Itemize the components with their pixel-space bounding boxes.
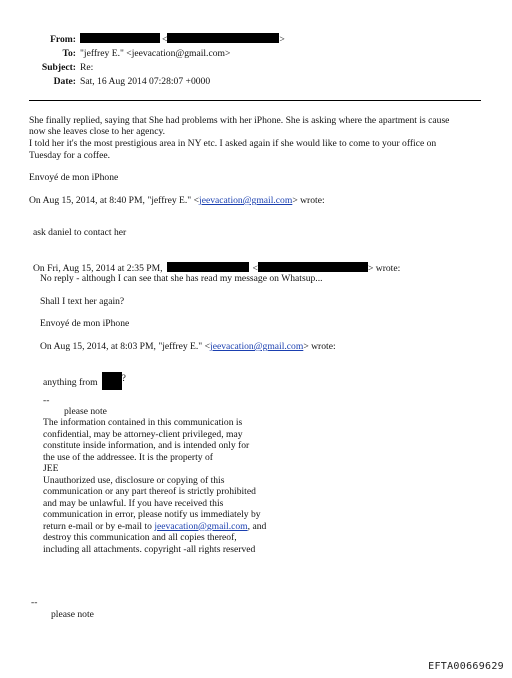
reply1-intro-suffix: > wrote:: [292, 195, 325, 206]
angle-open: <: [162, 34, 168, 45]
trailer-dashes: --: [31, 597, 38, 608]
date-value: Sat, 16 Aug 2014 07:28:07 +0000: [80, 76, 211, 87]
redaction-block: [258, 262, 368, 272]
disclaimer-title: please note: [64, 406, 107, 417]
disclaimer-line: communication or any part thereof is strictly prohibited: [43, 486, 256, 497]
disclaimer-line: The information contained in this communication is: [43, 417, 243, 428]
reply1-intro-prefix: On Aug 15, 2014, at 8:40 PM, "jeffrey E." <: [29, 195, 200, 206]
reply1-email-link[interactable]: jeevacation@gmail.com: [199, 195, 293, 206]
message-line-1: She finally replied, saying that She had problems with her iPhone. She is asking where the apartment is cause: [29, 115, 450, 126]
message-line-2: now she leaves close to her agency.: [29, 126, 166, 137]
disclaimer-line: constitute inside information, and is intended only for: [43, 440, 250, 451]
reply3-intro-suffix: > wrote:: [303, 341, 336, 352]
disclaimer-line: confidential, may be attorney-client privileged, may: [43, 428, 243, 440]
disclaimer-line10-prefix: return e-mail or by e-mail to: [43, 520, 155, 532]
angle-open: <: [252, 263, 258, 274]
disclaimer-line: and may be unlawful. If you have received this: [43, 497, 224, 509]
reply3-intro-prefix: On Aug 15, 2014, at 8:03 PM, "jeffrey E." <: [40, 341, 211, 352]
disclaimer-line: the use of the addressee. It is the property of: [43, 451, 213, 463]
message-line-3: I told her it's the most prestigious area in NY etc. I asked again if she would like to come to your office on: [29, 138, 437, 149]
angle-close: >: [279, 34, 285, 45]
reply1-body: ask daniel to contact her: [33, 227, 127, 238]
to-value: "jeffrey E." <jeevacation@gmail.com>: [80, 48, 231, 59]
message-line-4: Tuesday for a coffee.: [29, 150, 110, 161]
message-signature: Envoyé de mon iPhone: [29, 172, 119, 183]
reply2-intro-suffix: > wrote:: [367, 263, 401, 274]
reply3-intro: [40, 341, 336, 353]
disclaimer-line: destroy this communication and all copies thereof,: [43, 532, 237, 543]
reply3-body-prefix: anything from: [43, 377, 98, 388]
subject-value: Re:: [80, 62, 94, 73]
header-divider: [29, 100, 481, 101]
reply2-signature: Envoyé de mon iPhone: [40, 318, 130, 329]
to-label: To:: [62, 48, 76, 59]
disclaimer-dashes: --: [43, 395, 50, 406]
disclaimer-text: [43, 417, 266, 555]
disclaimer-line: [43, 521, 266, 533]
reply2-line-2: Shall I text her again?: [40, 296, 125, 307]
date-label: Date:: [53, 76, 76, 87]
redaction-block: [167, 262, 249, 272]
redaction-block: [102, 372, 122, 390]
disclaimer-line10-suffix: , and: [247, 520, 267, 532]
disclaimer-line: communication in error, please notify us immediately by: [43, 509, 261, 520]
document-id: EFTA00669629: [428, 661, 504, 672]
reply1-intro: [29, 195, 325, 207]
reply2-line-1: No reply - although I can see that she has read my message on Whatsup...: [40, 273, 323, 284]
disclaimer-line: Unauthorized use, disclosure or copying of this: [43, 474, 225, 486]
disclaimer-line: JEE: [43, 463, 59, 474]
reply3-email-link[interactable]: jeevacation@gmail.com: [210, 341, 304, 352]
disclaimer-line: including all attachments. copyright -all rights reserved: [43, 543, 256, 555]
reply2-intro-prefix: On Fri, Aug 15, 2014 at 2:35 PM,: [33, 263, 163, 274]
redaction-block: [80, 33, 160, 43]
from-value: [80, 33, 285, 46]
reply3-body: [43, 372, 126, 390]
disclaimer-email-link[interactable]: jeevacation@gmail.com: [154, 520, 248, 532]
trailer-title: please note: [51, 609, 94, 620]
from-label: From:: [50, 34, 76, 45]
subject-label: Subject:: [41, 62, 76, 73]
reply3-body-suffix: ?: [121, 373, 126, 384]
redaction-block: [167, 33, 279, 43]
